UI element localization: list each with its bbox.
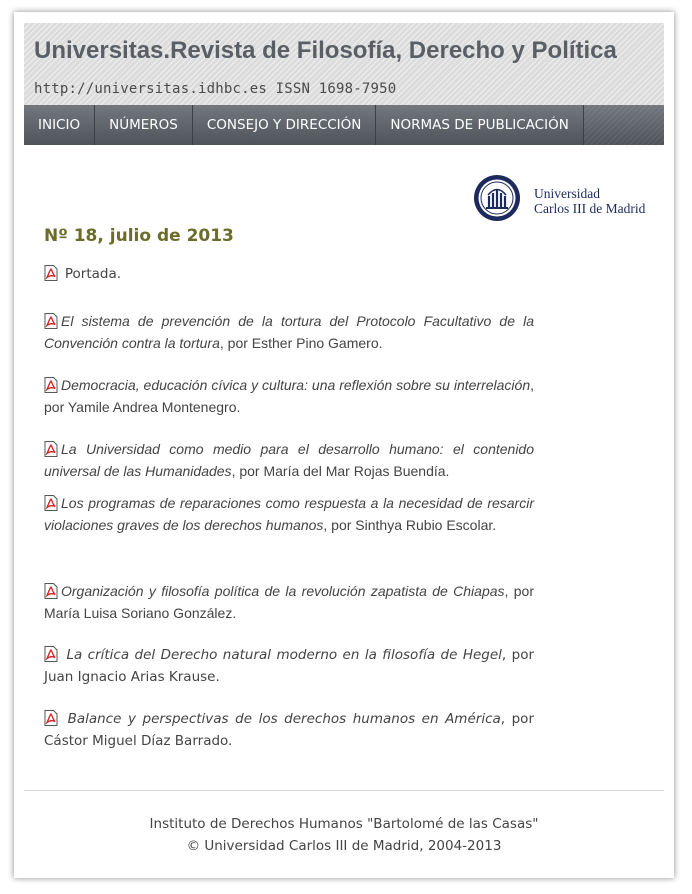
article-item[interactable] — [44, 438, 534, 482]
article-title: Organización y filosofía política de la revolución zapatista de Chiapas — [61, 583, 505, 599]
article-item[interactable] — [44, 492, 534, 536]
footer-line-institute: Instituto de Derechos Humanos "Bartolomé de las Casas" — [149, 816, 539, 832]
article-title: Democracia, educación cívica y cultura: una reflexión sobre su interrelación — [61, 377, 531, 393]
pdf-icon[interactable] — [44, 710, 58, 726]
article-title: Balance y perspectivas de los derechos humanos en América — [67, 711, 501, 727]
nav-item-consejo[interactable]: CONSEJO Y DIRECCIÓN — [193, 105, 377, 145]
article-author: , por María Luisa Soriano González. — [44, 583, 535, 621]
article-title: El sistema de prevención de la tortura del Protocolo Facultativo de la Convención contra la tortura — [44, 313, 534, 351]
page-container — [14, 12, 674, 878]
article-item[interactable] — [44, 708, 534, 752]
footer-line-copyright: © Universidad Carlos III de Madrid, 2004-2013 — [186, 838, 502, 854]
article-author: , por Cástor Miguel Díaz Barrado. — [44, 711, 534, 749]
university-name-line2: Carlos III de Madrid — [534, 201, 646, 216]
pdf-icon[interactable] — [44, 646, 58, 662]
university-logo[interactable] — [473, 172, 653, 228]
site-title[interactable]: Universitas.Revista de Filosofía, Derecho y Política — [34, 37, 617, 64]
nav-filler — [584, 105, 664, 145]
pdf-icon[interactable] — [44, 583, 58, 599]
article-item[interactable] — [44, 580, 534, 624]
nav-item-numeros[interactable]: NÚMEROS — [95, 105, 193, 145]
article-title: Portada. — [64, 266, 122, 282]
article-author: , por Sinthya Rubio Escolar. — [323, 517, 497, 533]
main-nav — [24, 105, 664, 145]
article-author: , por Esther Pino Gamero. — [219, 335, 383, 351]
article-item[interactable] — [44, 310, 534, 354]
article-item[interactable] — [44, 644, 534, 688]
nav-item-normas[interactable]: NORMAS DE PUBLICACIÓN — [376, 105, 583, 145]
footer-divider — [24, 790, 664, 791]
university-name-line1: Universidad — [534, 186, 600, 201]
pdf-icon[interactable] — [44, 495, 58, 511]
pdf-icon[interactable] — [44, 441, 58, 457]
university-seal-icon — [473, 174, 521, 222]
pdf-icon[interactable] — [44, 265, 58, 281]
university-name — [534, 186, 645, 216]
site-subtitle: http://universitas.idhbc.es ISSN 1698-7950 — [34, 81, 397, 97]
article-title: La Universidad como medio para el desarrollo humano: el contenido universal de las Humanidades — [44, 441, 534, 479]
article-title: La crítica del Derecho natural moderno en la filosofía de Hegel — [66, 647, 502, 663]
article-author: , por Juan Ignacio Arias Krause. — [44, 647, 535, 685]
article-author: , por Yamile Andrea Montenegro. — [44, 377, 534, 415]
pdf-icon[interactable] — [44, 313, 58, 329]
site-header — [24, 23, 664, 105]
issue-title: Nº 18, julio de 2013 — [44, 226, 234, 246]
article-item[interactable] — [44, 374, 534, 418]
article-item[interactable] — [44, 262, 534, 285]
pdf-icon[interactable] — [44, 377, 58, 393]
site-footer — [24, 813, 664, 857]
article-author: , por María del Mar Rojas Buendía. — [231, 463, 450, 479]
nav-item-inicio[interactable]: INICIO — [24, 105, 95, 145]
article-title: Los programas de reparaciones como respuesta a la necesidad de resarcir violaciones graves de los derechos humanos — [44, 495, 534, 533]
